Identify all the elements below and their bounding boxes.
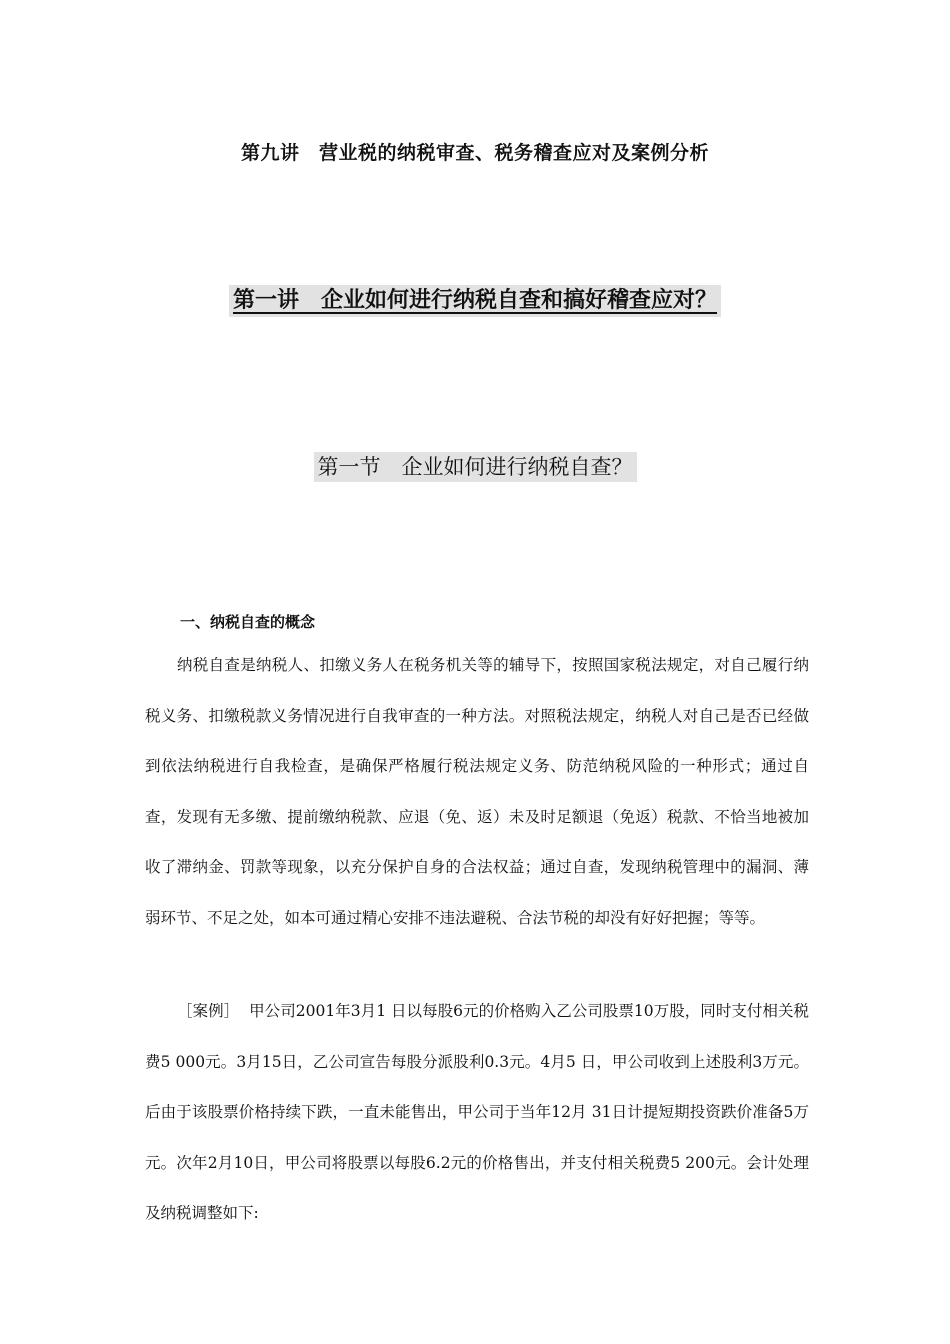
main-title: 第九讲 营业税的纳税审查、税务稽查应对及案例分析 <box>240 142 709 164</box>
lecture-title-container <box>0 285 950 317</box>
case-text: 甲公司2001年3月1 日以每股6元的价格购入乙公司股票10万股，同时支付相关税费5 000元。3月15日，乙公司宣告每股分派股利0.3元。4月5 日，甲公司收到上述股利3万元。后由于该股票价格持续下跌，一直未能售出，甲公司于当年12月 31日计提短期投资跌价准备5万元。次年2月10日，甲公司将股票以每股6.2元的价格售出，并支付相关税费5 200元。会计处理及纳税调整如下: <box>145 1002 809 1222</box>
paragraph-concept: 纳税自查是纳税人、扣缴义务人在税务机关等的辅导下，按照国家税法规定，对自己履行纳税义务、扣缴税款义务情况进行自我审查的一种方法。对照税法规定，纳税人对自己是否已经做到依法纳税进行自我检查，是确保严格履行税法规定义务、防范纳税风险的一种形式；通过自查，发现有无多缴、提前缴纳税款、应退（免、返）未及时足额退（免返）税款、不恰当地被加收了滞纳金、罚款等现象，以充分保护自身的合法权益；通过自查，发现纳税管理中的漏洞、薄弱环节、不足之处，如本可通过精心安排不违法避税、合法节税的却没有好好把握；等等。 <box>145 656 809 927</box>
section-title: 第一节 企业如何进行纳税自查？ <box>314 452 637 482</box>
subsection-title: 一、纳税自查的概念 <box>180 613 316 631</box>
lecture-title: 第一讲 企业如何进行纳税自查和搞好稽查应对？ <box>229 285 721 317</box>
case-label: ［案例］ <box>177 1002 240 1020</box>
paragraph-case <box>145 986 809 1239</box>
section-title-container <box>0 452 950 482</box>
